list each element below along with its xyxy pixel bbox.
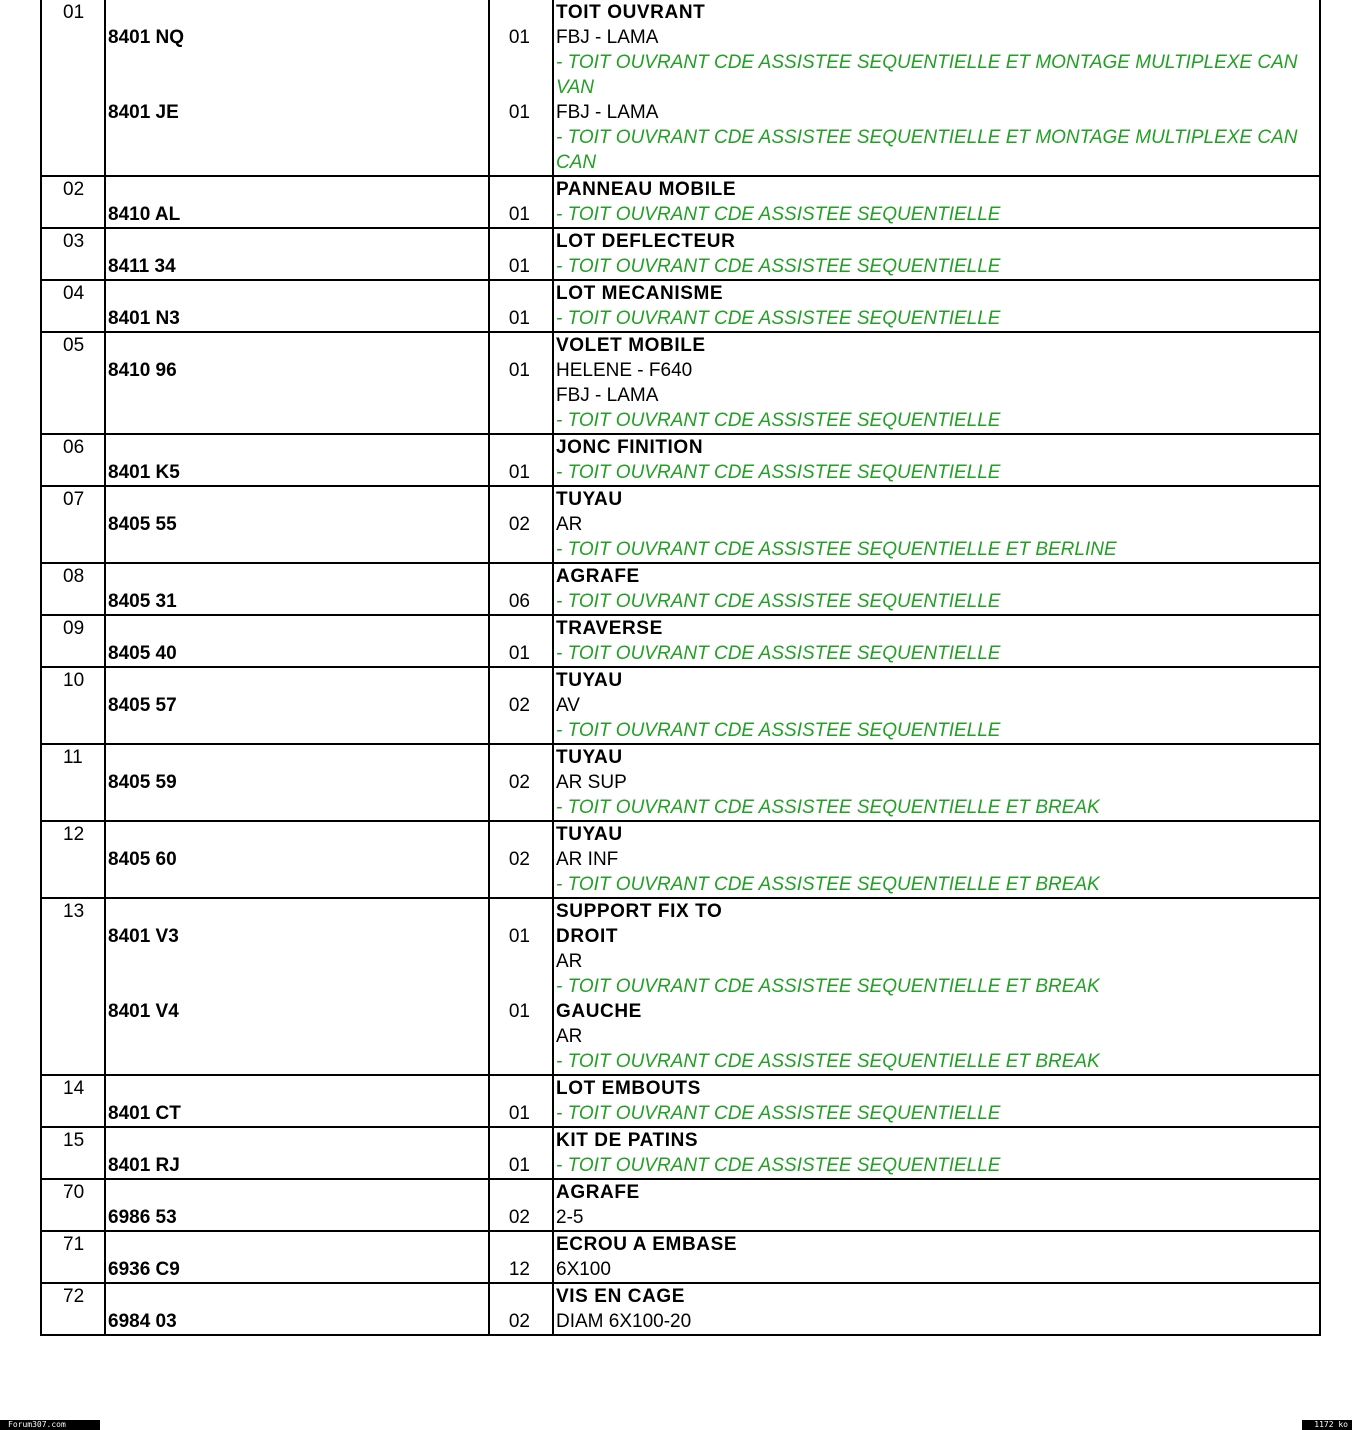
- spacer: [106, 125, 488, 150]
- description-cell: [553, 744, 1320, 821]
- part-title: LOT DEFLECTEUR: [556, 231, 736, 252]
- part-number: 8401 JE: [108, 102, 179, 123]
- quantity: 01: [508, 360, 530, 381]
- quantity: 02: [508, 849, 530, 870]
- table-row: [41, 1127, 1320, 1179]
- spacer: [106, 616, 488, 641]
- description-cell: [553, 563, 1320, 615]
- part-number-cell: [105, 563, 489, 615]
- spacer: [106, 333, 488, 358]
- quantity: 01: [508, 1001, 530, 1022]
- table-row: [41, 744, 1320, 821]
- footer-site-label: Forum307.com: [0, 1420, 100, 1430]
- part-number: 8401 NQ: [108, 27, 185, 48]
- spacer: [490, 872, 552, 897]
- quantity: 01: [508, 204, 530, 225]
- spacer: [490, 408, 552, 433]
- description-cell: [553, 615, 1320, 667]
- part-title: GAUCHE: [556, 1001, 642, 1022]
- part-number-cell: [105, 615, 489, 667]
- description-cell: [553, 1127, 1320, 1179]
- description-cell: [553, 0, 1320, 176]
- ref-number: 05: [63, 335, 85, 356]
- spacer: [490, 822, 552, 847]
- description-cell: [553, 898, 1320, 1075]
- ref-number: 11: [63, 747, 83, 768]
- table-row: [41, 821, 1320, 898]
- part-title: TRAVERSE: [556, 618, 663, 639]
- spacer: [106, 564, 488, 589]
- spacer: [106, 745, 488, 770]
- description-cell: [553, 228, 1320, 280]
- part-number: 8405 40: [108, 643, 177, 664]
- part-title: SUPPORT FIX TO: [556, 901, 723, 922]
- application-note: - TOIT OUVRANT CDE ASSISTEE SEQUENTIELLE: [556, 204, 1001, 225]
- ref-number: 13: [63, 901, 85, 922]
- application-note: - TOIT OUVRANT CDE ASSISTEE SEQUENTIELLE: [556, 462, 1001, 483]
- part-number: 6984 03: [108, 1311, 177, 1332]
- spacer: [490, 1049, 552, 1074]
- description-cell: [553, 176, 1320, 228]
- parts-table-body: [41, 0, 1320, 1335]
- table-row: [41, 1179, 1320, 1231]
- ref-cell: [41, 486, 105, 563]
- part-number-cell: [105, 1283, 489, 1335]
- part-number-cell: [105, 1127, 489, 1179]
- ref-cell: [41, 332, 105, 434]
- part-number-cell: [105, 744, 489, 821]
- application-note: - TOIT OUVRANT CDE ASSISTEE SEQUENTIELLE ET MONTAGE MULTIPLEXE CAN CAN: [556, 127, 1298, 173]
- spacer: [106, 177, 488, 202]
- part-title: AGRAFE: [556, 1182, 640, 1203]
- quantity-cell: [489, 1075, 553, 1127]
- ref-number: 72: [63, 1286, 85, 1307]
- application-note: - TOIT OUVRANT CDE ASSISTEE SEQUENTIELLE ET MONTAGE MULTIPLEXE CAN VAN: [556, 52, 1298, 98]
- ref-number: 14: [63, 1078, 85, 1099]
- spacer: [106, 75, 488, 100]
- part-title: DROIT: [556, 926, 619, 947]
- spacer: [106, 822, 488, 847]
- part-number: 8405 55: [108, 514, 177, 535]
- ref-cell: [41, 821, 105, 898]
- quantity-cell: [489, 176, 553, 228]
- table-row: [41, 280, 1320, 332]
- spacer: [490, 1180, 552, 1205]
- description-cell: [553, 821, 1320, 898]
- part-detail: 2-5: [556, 1207, 584, 1228]
- quantity-cell: [489, 280, 553, 332]
- spacer: [106, 408, 488, 433]
- spacer: [490, 150, 552, 175]
- spacer: [106, 1024, 488, 1049]
- spacer: [106, 949, 488, 974]
- part-number: 8405 57: [108, 695, 177, 716]
- part-detail: DIAM 6X100-20: [556, 1311, 692, 1332]
- spacer: [106, 1180, 488, 1205]
- part-detail: AR INF: [556, 849, 619, 870]
- application-note: - TOIT OUVRANT CDE ASSISTEE SEQUENTIELLE: [556, 1155, 1001, 1176]
- application-note: - TOIT OUVRANT CDE ASSISTEE SEQUENTIELLE ET BREAK: [556, 797, 1100, 818]
- part-number: 8405 59: [108, 772, 177, 793]
- part-title: VOLET MOBILE: [556, 335, 706, 356]
- spacer: [106, 435, 488, 460]
- ref-number: 71: [63, 1234, 85, 1255]
- part-detail: HELENE - F640: [556, 360, 693, 381]
- quantity-cell: [489, 1283, 553, 1335]
- application-note: - TOIT OUVRANT CDE ASSISTEE SEQUENTIELLE: [556, 1103, 1001, 1124]
- quantity-cell: [489, 615, 553, 667]
- quantity: 02: [508, 772, 530, 793]
- table-row: [41, 176, 1320, 228]
- part-number: 6936 C9: [108, 1259, 180, 1280]
- description-cell: [553, 434, 1320, 486]
- ref-number: 04: [63, 283, 85, 304]
- spacer: [490, 745, 552, 770]
- description-cell: [553, 486, 1320, 563]
- part-detail: FBJ - LAMA: [556, 27, 659, 48]
- spacer: [490, 125, 552, 150]
- spacer: [106, 50, 488, 75]
- ref-number: 10: [63, 670, 85, 691]
- spacer: [106, 537, 488, 562]
- quantity-cell: [489, 434, 553, 486]
- ref-number: 07: [63, 489, 85, 510]
- part-title: LOT MECANISME: [556, 283, 724, 304]
- table-row: [41, 228, 1320, 280]
- spacer: [490, 974, 552, 999]
- spacer: [106, 974, 488, 999]
- quantity-cell: [489, 1231, 553, 1283]
- part-number-cell: [105, 176, 489, 228]
- ref-cell: [41, 434, 105, 486]
- part-title: JONC FINITION: [556, 437, 704, 458]
- application-note: - TOIT OUVRANT CDE ASSISTEE SEQUENTIELLE ET BREAK: [556, 976, 1100, 997]
- application-note: - TOIT OUVRANT CDE ASSISTEE SEQUENTIELLE ET BERLINE: [556, 539, 1117, 560]
- spacer: [106, 1232, 488, 1257]
- part-number: 6986 53: [108, 1207, 177, 1228]
- part-number-cell: [105, 0, 489, 176]
- part-title: VIS EN CAGE: [556, 1286, 686, 1307]
- spacer: [106, 0, 488, 25]
- quantity: 01: [508, 643, 530, 664]
- ref-cell: [41, 176, 105, 228]
- spacer: [490, 50, 552, 75]
- spacer: [490, 333, 552, 358]
- ref-cell: [41, 1283, 105, 1335]
- quantity: 06: [508, 591, 530, 612]
- ref-cell: [41, 563, 105, 615]
- spacer: [106, 487, 488, 512]
- part-number-cell: [105, 1179, 489, 1231]
- quantity: 01: [508, 27, 530, 48]
- application-note: - TOIT OUVRANT CDE ASSISTEE SEQUENTIELLE: [556, 410, 1001, 431]
- spacer: [490, 1128, 552, 1153]
- spacer: [106, 229, 488, 254]
- quantity-cell: [489, 1179, 553, 1231]
- part-number: 8410 AL: [108, 204, 181, 225]
- description-cell: [553, 1179, 1320, 1231]
- spacer: [106, 1284, 488, 1309]
- quantity: 01: [508, 256, 530, 277]
- footer-size-label: 1172 ko: [1302, 1420, 1352, 1430]
- part-number-cell: [105, 332, 489, 434]
- part-title: AGRAFE: [556, 566, 640, 587]
- spacer: [106, 150, 488, 175]
- ref-number: 09: [63, 618, 85, 639]
- spacer: [106, 872, 488, 897]
- ref-number: 02: [63, 179, 85, 200]
- quantity: 02: [508, 1207, 530, 1228]
- quantity: 12: [508, 1259, 530, 1280]
- part-number-cell: [105, 280, 489, 332]
- ref-number: 01: [63, 2, 85, 23]
- table-row: [41, 332, 1320, 434]
- ref-cell: [41, 1075, 105, 1127]
- spacer: [490, 616, 552, 641]
- quantity-cell: [489, 563, 553, 615]
- spacer: [490, 949, 552, 974]
- quantity-cell: [489, 898, 553, 1075]
- ref-cell: [41, 1127, 105, 1179]
- part-number: 8401 N3: [108, 308, 180, 329]
- spacer: [106, 1076, 488, 1101]
- quantity: 02: [508, 514, 530, 535]
- part-number: 8405 60: [108, 849, 177, 870]
- application-note: - TOIT OUVRANT CDE ASSISTEE SEQUENTIELLE ET BREAK: [556, 874, 1100, 895]
- quantity-cell: [489, 744, 553, 821]
- part-number: 8401 V4: [108, 1001, 179, 1022]
- table-row: [41, 667, 1320, 744]
- application-note: - TOIT OUVRANT CDE ASSISTEE SEQUENTIELLE: [556, 643, 1001, 664]
- spacer: [490, 0, 552, 25]
- ref-number: 12: [63, 824, 85, 845]
- spacer: [490, 668, 552, 693]
- part-title: TUYAU: [556, 747, 623, 768]
- spacer: [490, 177, 552, 202]
- part-number-cell: [105, 228, 489, 280]
- table-row: [41, 898, 1320, 1075]
- part-detail: AR SUP: [556, 772, 627, 793]
- spacer: [490, 1284, 552, 1309]
- description-cell: [553, 280, 1320, 332]
- description-cell: [553, 1283, 1320, 1335]
- table-row: [41, 0, 1320, 176]
- ref-number: 06: [63, 437, 85, 458]
- ref-cell: [41, 744, 105, 821]
- spacer: [490, 487, 552, 512]
- quantity-cell: [489, 332, 553, 434]
- part-number: 8411 34: [108, 256, 176, 277]
- part-number: 8405 31: [108, 591, 177, 612]
- spacer: [490, 435, 552, 460]
- description-cell: [553, 667, 1320, 744]
- description-cell: [553, 332, 1320, 434]
- part-number-cell: [105, 821, 489, 898]
- ref-cell: [41, 667, 105, 744]
- spacer: [490, 1024, 552, 1049]
- part-number-cell: [105, 667, 489, 744]
- part-detail: AR: [556, 1026, 583, 1047]
- table-row: [41, 1283, 1320, 1335]
- part-detail: FBJ - LAMA: [556, 102, 659, 123]
- part-detail: 6X100: [556, 1259, 611, 1280]
- part-title: TUYAU: [556, 489, 623, 510]
- part-title: LOT EMBOUTS: [556, 1078, 701, 1099]
- part-title: PANNEAU MOBILE: [556, 179, 737, 200]
- part-detail: AR: [556, 514, 583, 535]
- spacer: [490, 899, 552, 924]
- quantity: 01: [508, 926, 530, 947]
- part-title: ECROU A EMBASE: [556, 1234, 738, 1255]
- table-row: [41, 486, 1320, 563]
- part-title: TUYAU: [556, 824, 623, 845]
- part-number: 8410 96: [108, 360, 177, 381]
- spacer: [106, 899, 488, 924]
- quantity: 02: [508, 695, 530, 716]
- spacer: [106, 718, 488, 743]
- quantity-cell: [489, 667, 553, 744]
- quantity-cell: [489, 1127, 553, 1179]
- part-detail: FBJ - LAMA: [556, 385, 659, 406]
- spacer: [106, 668, 488, 693]
- part-title: TOIT OUVRANT: [556, 2, 706, 23]
- table-row: [41, 434, 1320, 486]
- part-title: TUYAU: [556, 670, 623, 691]
- spacer: [106, 383, 488, 408]
- table-row: [41, 563, 1320, 615]
- spacer: [490, 383, 552, 408]
- ref-cell: [41, 1231, 105, 1283]
- spacer: [106, 1128, 488, 1153]
- ref-cell: [41, 1179, 105, 1231]
- description-cell: [553, 1075, 1320, 1127]
- quantity-cell: [489, 228, 553, 280]
- spacer: [490, 1232, 552, 1257]
- part-number: 8401 K5: [108, 462, 180, 483]
- part-number-cell: [105, 434, 489, 486]
- ref-cell: [41, 228, 105, 280]
- ref-number: 70: [63, 1182, 85, 1203]
- application-note: - TOIT OUVRANT CDE ASSISTEE SEQUENTIELLE ET BREAK: [556, 1051, 1100, 1072]
- application-note: - TOIT OUVRANT CDE ASSISTEE SEQUENTIELLE: [556, 308, 1001, 329]
- application-note: - TOIT OUVRANT CDE ASSISTEE SEQUENTIELLE: [556, 256, 1001, 277]
- quantity: 01: [508, 102, 530, 123]
- part-number: 8401 CT: [108, 1103, 181, 1124]
- part-number-cell: [105, 1075, 489, 1127]
- quantity: 01: [508, 308, 530, 329]
- spacer: [490, 537, 552, 562]
- quantity: 02: [508, 1311, 530, 1332]
- application-note: - TOIT OUVRANT CDE ASSISTEE SEQUENTIELLE: [556, 591, 1001, 612]
- quantity-cell: [489, 0, 553, 176]
- ref-number: 15: [63, 1130, 85, 1151]
- spacer: [106, 281, 488, 306]
- quantity-cell: [489, 821, 553, 898]
- part-detail: AV: [556, 695, 580, 716]
- quantity: 01: [508, 1155, 530, 1176]
- spacer: [490, 718, 552, 743]
- ref-cell: [41, 615, 105, 667]
- ref-number: 08: [63, 566, 85, 587]
- description-cell: [553, 1231, 1320, 1283]
- part-number: 8401 RJ: [108, 1155, 180, 1176]
- spacer: [106, 1049, 488, 1074]
- part-detail: AR: [556, 951, 583, 972]
- application-note: - TOIT OUVRANT CDE ASSISTEE SEQUENTIELLE: [556, 720, 1001, 741]
- spacer: [490, 75, 552, 100]
- part-title: KIT DE PATINS: [556, 1130, 699, 1151]
- part-number-cell: [105, 898, 489, 1075]
- spacer: [490, 795, 552, 820]
- spacer: [490, 564, 552, 589]
- part-number-cell: [105, 1231, 489, 1283]
- parts-table: [40, 0, 1321, 1336]
- table-row: [41, 615, 1320, 667]
- ref-cell: [41, 0, 105, 176]
- ref-cell: [41, 280, 105, 332]
- spacer: [490, 229, 552, 254]
- spacer: [490, 281, 552, 306]
- spacer: [106, 795, 488, 820]
- ref-number: 03: [63, 231, 85, 252]
- table-row: [41, 1075, 1320, 1127]
- quantity: 01: [508, 1103, 530, 1124]
- quantity-cell: [489, 486, 553, 563]
- part-number-cell: [105, 486, 489, 563]
- part-number: 8401 V3: [108, 926, 179, 947]
- spacer: [490, 1076, 552, 1101]
- quantity: 01: [508, 462, 530, 483]
- ref-cell: [41, 898, 105, 1075]
- table-row: [41, 1231, 1320, 1283]
